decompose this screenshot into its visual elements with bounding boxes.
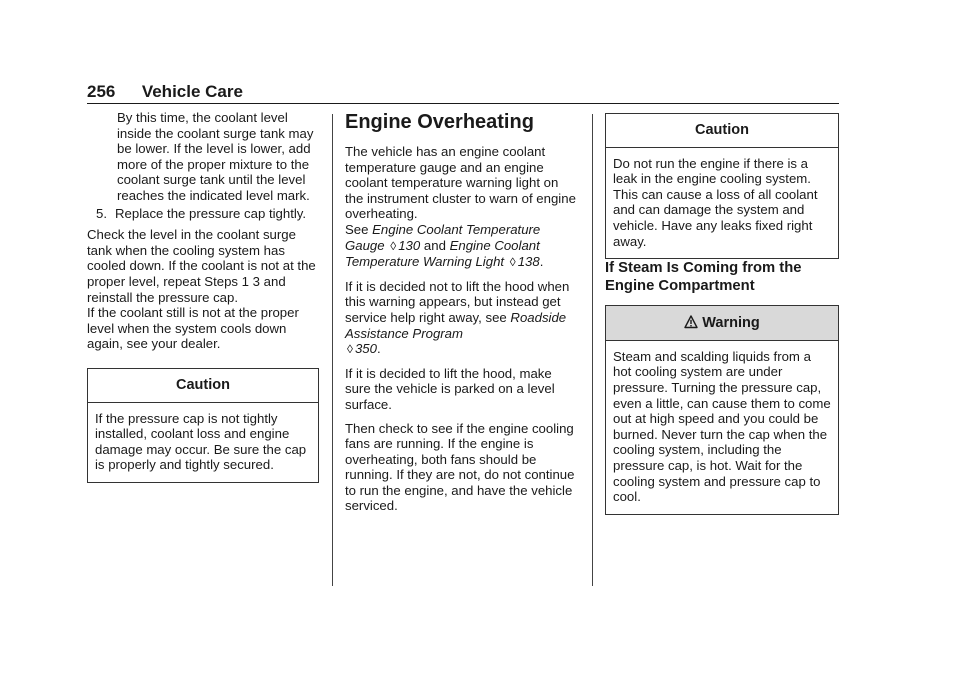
page-ref-number[interactable]: 350 xyxy=(354,341,377,357)
column-left xyxy=(87,110,319,483)
page-ref-icon: ◊ xyxy=(347,342,353,357)
warning-title: Warning xyxy=(702,315,760,332)
caution-box xyxy=(87,368,319,483)
page-ref-number[interactable]: 138 xyxy=(517,254,540,270)
step-4-continuation: By this time, the coolant level inside the coolant surge tank may be lower. If the level is lower, add more of the proper mixture to the coolant surge tank until the level reaches the indicated level mark. xyxy=(117,110,314,203)
header-rule xyxy=(87,103,839,104)
caution-title: Caution xyxy=(606,114,838,148)
paragraph: The vehicle has an engine coolant temperature gauge and an engine coolant temperature warning light on the instrument cluster to warn of engine overheating. See Engine Coolant Temperature Gauge ◊ 130 and Engine Coolant Temperature Warning Light ◊ 138. xyxy=(345,144,576,270)
paragraph: Check the level in the coolant surge tank when the cooling system has cooled down. If the coolant is not at the proper level, repeat Steps 1 3 and reinstall the pressure cap. xyxy=(87,227,316,305)
step-text: Replace the pressure cap tightly. xyxy=(115,205,307,221)
column-divider-right xyxy=(592,114,593,586)
section-title: Vehicle Care xyxy=(141,82,243,101)
paragraph: If it is decided to lift the hood, make sure the vehicle is parked on a level surface. xyxy=(345,365,555,412)
column-divider-left xyxy=(332,114,333,586)
paragraph: If the coolant still is not at the proper level when the system cools down again, see your dealer. xyxy=(87,305,299,352)
paragraph: Then check to see if the engine cooling fans are running. If the engine is overheating, both fans should be running. If they are not, do not continue to run the engine, and have the vehicle serviced. xyxy=(345,420,575,514)
caution-box xyxy=(605,113,839,259)
subsection-heading: If Steam Is Coming from the Engine Compartment xyxy=(605,260,802,295)
step-5 xyxy=(87,206,319,222)
section-heading: Engine Overheating xyxy=(345,111,534,133)
page-ref-number[interactable]: 130 xyxy=(398,237,421,253)
warning-icon xyxy=(684,315,698,329)
page-header xyxy=(87,82,839,102)
warning-header xyxy=(606,306,838,341)
cross-reference-link[interactable]: Engine Coolant Temperature Warning Light xyxy=(345,237,540,270)
column-middle xyxy=(345,111,579,514)
caution-title: Caution xyxy=(88,369,318,403)
caution-body: If the pressure cap is not tightly installed, coolant loss and engine damage may occur. Be sure the cap is properly and tightly secured. xyxy=(95,410,307,473)
cross-reference-link[interactable]: Engine Coolant Temperature Gauge xyxy=(345,221,541,253)
page-ref-icon: ◊ xyxy=(509,255,516,270)
warning-box xyxy=(605,305,839,515)
warning-body: Steam and scalding liquids from a hot cooling system are under pressure. Turning the pressure cap, even a little, can cause them to come out at high speed and you could be burned. Never turn the cap when the cooling system, including the pressure cap, is hot. Wait for the cooling system and pressure cap to cool. xyxy=(613,348,831,505)
step-number: 5. xyxy=(96,205,107,221)
paragraph: If it is decided not to lift the hood when this warning appears, but instead get service help right away, see Roadside Assistance Program ◊ 350. xyxy=(345,278,570,357)
column-right xyxy=(605,113,839,515)
page-ref-icon: ◊ xyxy=(390,238,397,253)
page-number: 256 xyxy=(87,82,116,101)
cross-reference-link[interactable]: Roadside Assistance Program xyxy=(345,309,567,341)
caution-body: Do not run the engine if there is a leak in the engine cooling system. This can cause a loss of all coolant and can damage the system and vehicle. Have any leaks fixed right away. xyxy=(613,155,818,249)
